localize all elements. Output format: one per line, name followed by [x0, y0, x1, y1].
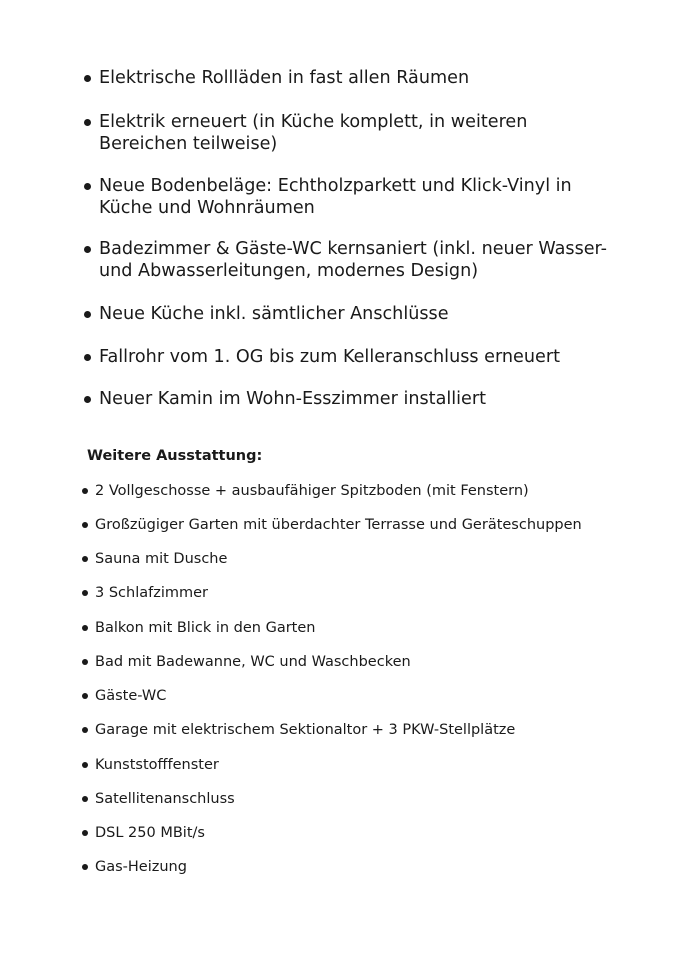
bullet-icon — [84, 75, 91, 82]
bullet-icon — [82, 659, 88, 665]
list-item — [82, 720, 655, 740]
list-item-text: Bad mit Badewanne, WC und Waschbecken — [95, 654, 411, 670]
list-item-text: Gäste-WC — [95, 688, 167, 704]
bullet-icon — [82, 522, 88, 528]
list-item — [84, 67, 619, 89]
list-item — [84, 175, 619, 219]
list-item-text: Garage mit elektrischem Sektionaltor + 3 PKW-Stellplätze — [95, 722, 516, 738]
list-item-text: Badezimmer & Gäste-WC kernsaniert (inkl. neuer Wasser- und Abwasserleitungen, modernes Design) — [99, 239, 608, 281]
list-item — [82, 823, 655, 843]
features-heading: Weitere Ausstattung: — [87, 448, 263, 464]
list-item — [82, 789, 655, 809]
list-item-text: Neue Küche inkl. sämtlicher Anschlüsse — [99, 304, 449, 324]
list-item-text: Balkon mit Blick in den Garten — [95, 620, 316, 636]
list-item-text: 3 Schlafzimmer — [95, 585, 208, 601]
list-item — [82, 755, 655, 775]
list-item — [82, 583, 655, 603]
bullet-icon — [84, 183, 91, 190]
bullet-icon — [84, 354, 91, 361]
bullet-icon — [82, 727, 88, 733]
bullet-icon — [84, 119, 91, 126]
bullet-icon — [82, 693, 88, 699]
list-item-text: Neuer Kamin im Wohn-Esszimmer installiert — [99, 389, 486, 409]
list-item-text: 2 Vollgeschosse + ausbaufähiger Spitzboden (mit Fenstern) — [95, 483, 529, 499]
list-item — [84, 388, 619, 410]
list-item — [84, 238, 619, 282]
list-item — [84, 111, 619, 155]
bullet-icon — [84, 396, 91, 403]
bullet-icon — [82, 762, 88, 768]
list-item — [82, 515, 655, 535]
list-item — [82, 549, 655, 569]
bullet-icon — [82, 590, 88, 596]
list-item-text: DSL 250 MBit/s — [95, 825, 205, 841]
list-item — [82, 481, 655, 501]
bullet-icon — [84, 311, 91, 318]
list-item-text: Elektrische Rollläden in fast allen Räumen — [99, 68, 470, 88]
list-item-text: Sauna mit Dusche — [95, 551, 228, 567]
bullet-icon — [82, 830, 88, 836]
list-item-text: Fallrohr vom 1. OG bis zum Kelleranschluss erneuert — [99, 347, 560, 367]
list-item-text: Satellitenanschluss — [95, 791, 235, 807]
list-item-text: Neue Bodenbeläge: Echtholzparkett und Klick-Vinyl in Küche und Wohnräumen — [99, 176, 572, 218]
list-item-text: Gas-Heizung — [95, 859, 187, 875]
bullet-icon — [82, 556, 88, 562]
list-item — [84, 303, 619, 325]
list-item — [82, 857, 655, 877]
bullet-icon — [82, 864, 88, 870]
list-item-text: Kunststofffenster — [95, 757, 219, 773]
bullet-icon — [82, 796, 88, 802]
list-item-text: Elektrik erneuert (in Küche komplett, in weiteren Bereichen teilweise) — [99, 112, 528, 154]
bullet-icon — [82, 488, 88, 494]
bullet-icon — [82, 625, 88, 631]
list-item — [82, 686, 655, 706]
list-item — [84, 346, 619, 368]
bullet-icon — [84, 246, 91, 253]
list-item — [82, 618, 655, 638]
list-item-text: Großzügiger Garten mit überdachter Terrasse und Geräteschuppen — [95, 517, 582, 533]
list-item — [82, 652, 655, 672]
